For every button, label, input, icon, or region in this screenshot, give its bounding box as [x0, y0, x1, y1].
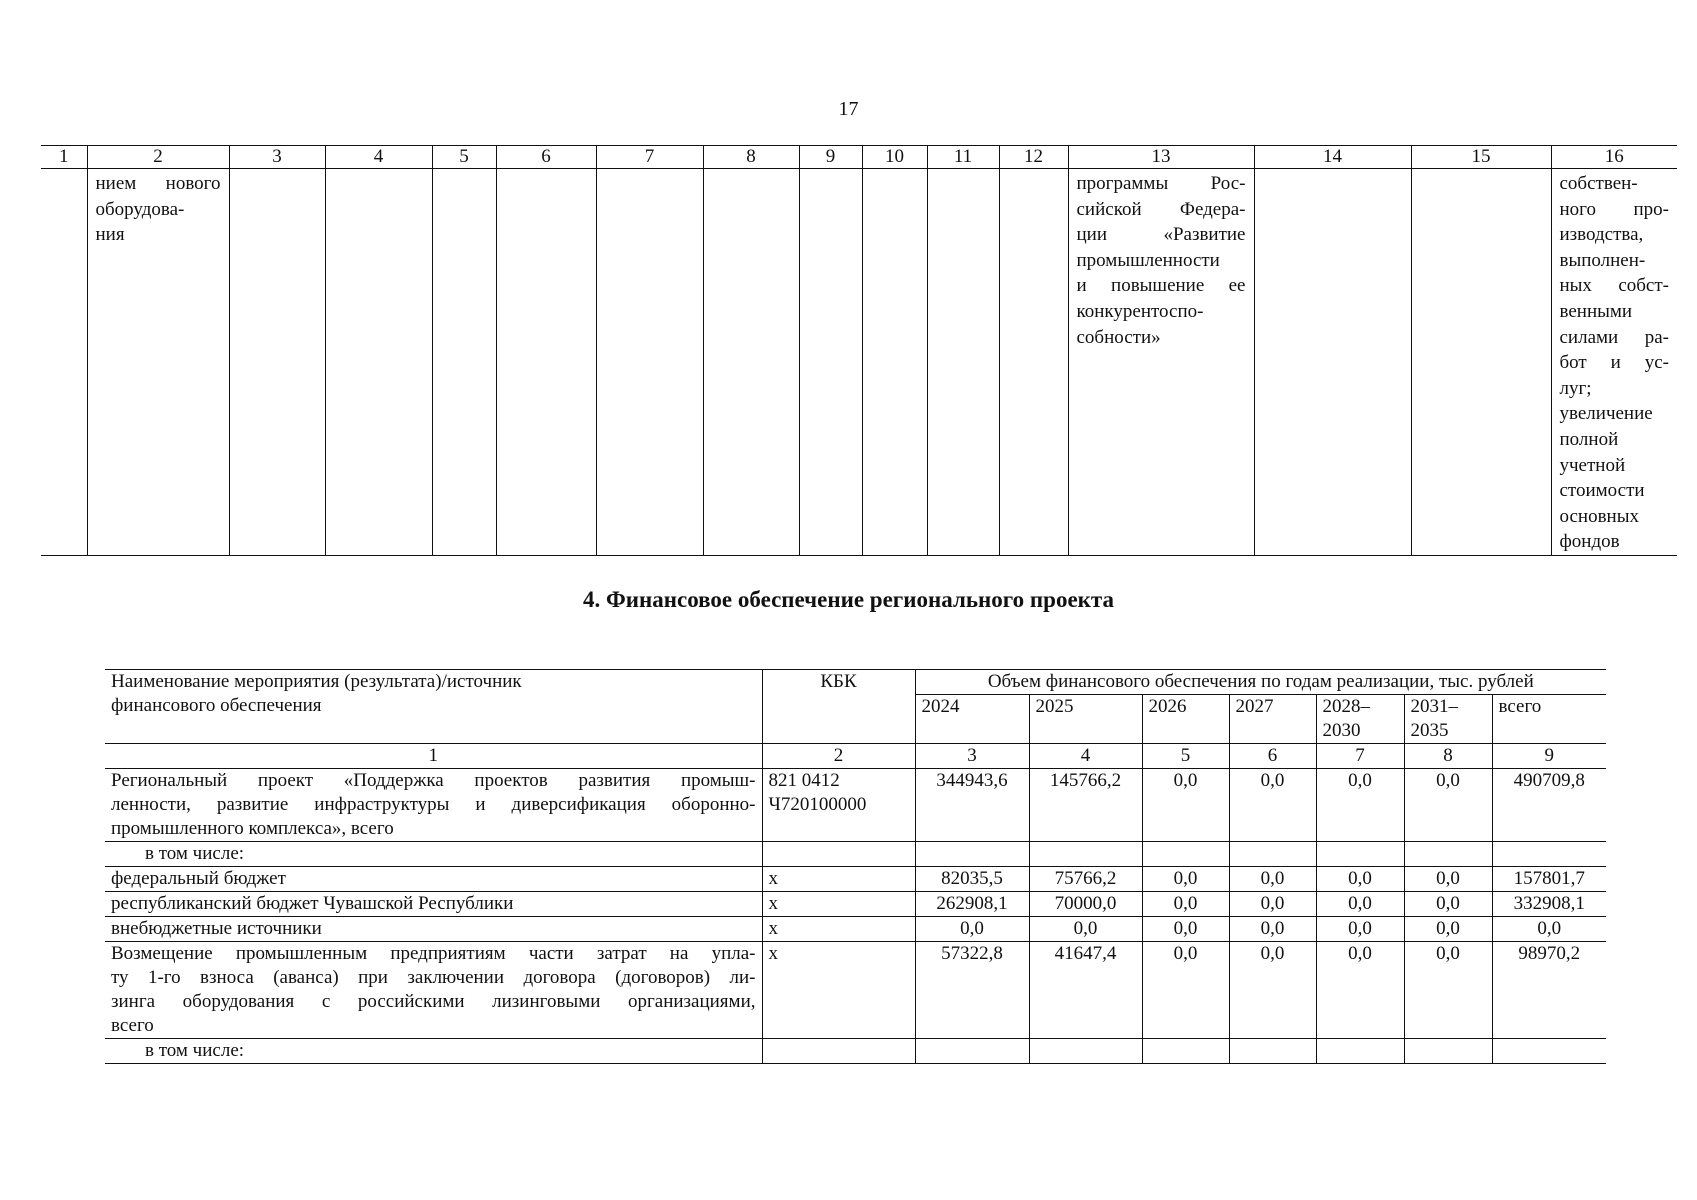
row-value: 262908,1: [915, 892, 1029, 917]
row-value: 332908,1: [1492, 892, 1606, 917]
row-value: 0,0: [1142, 892, 1229, 917]
row-value: 57322,8: [915, 942, 1029, 1039]
row-value: 41647,4: [1029, 942, 1142, 1039]
column-number: 2: [87, 146, 229, 169]
section-title: 4. Финансовое обеспечение регионального проекта: [583, 587, 1114, 612]
kbk-line: х: [768, 918, 778, 939]
cell-line: изводства,: [1559, 224, 1644, 246]
kbk-line: Ч720100000: [768, 794, 867, 815]
table-row: [105, 1039, 1606, 1064]
cell-line: конкурентоспо-: [1076, 300, 1204, 322]
year-header: [1316, 695, 1404, 744]
year-header: [915, 695, 1029, 744]
cell-line: венными: [1559, 300, 1633, 322]
row-name-line: ленности, развитие инфраструктуры и диверсификация оборонно-: [111, 794, 756, 815]
column-number: 4: [1029, 744, 1142, 769]
column-number: 15: [1411, 146, 1551, 169]
column-number: 13: [1068, 146, 1254, 169]
column-number: 7: [1316, 744, 1404, 769]
row-value: [1404, 1039, 1492, 1064]
table-header-row: [41, 146, 1677, 169]
row-value: [915, 1039, 1029, 1064]
cell-line: промышленности: [1076, 249, 1220, 271]
row-value: [1142, 1039, 1229, 1064]
column-number: 14: [1254, 146, 1411, 169]
header-name-line: Наименование мероприятия (результата)/источник: [111, 671, 522, 692]
kbk-line: х: [768, 943, 778, 964]
row-name: [105, 867, 762, 892]
row-name: [105, 942, 762, 1039]
column-number: 8: [703, 146, 799, 169]
row-kbk: [762, 1039, 915, 1064]
row-value: 0,0: [1229, 917, 1316, 942]
cell-line: ния: [95, 224, 125, 246]
cell-line: луг;: [1559, 377, 1592, 399]
cell-line: основных: [1559, 505, 1639, 527]
financing-table: [105, 669, 1606, 1064]
row-value: 70000,0: [1029, 892, 1142, 917]
cell-line: фондов: [1559, 531, 1620, 553]
table-cell-col2: [87, 169, 229, 556]
row-value: 75766,2: [1029, 867, 1142, 892]
table-row: [105, 769, 1606, 842]
cell-line: и повышение ее: [1076, 275, 1246, 297]
row-name-line: Региональный проект «Поддержка проектов развития промыш-: [111, 770, 756, 791]
year-line: 2028–: [1322, 696, 1370, 717]
row-value: [1492, 842, 1606, 867]
column-number: 3: [229, 146, 325, 169]
header-name-line: финансового обеспечения: [111, 695, 322, 716]
table-row: [105, 942, 1606, 1039]
year-line: 2035: [1410, 720, 1449, 741]
row-value: 157801,7: [1492, 867, 1606, 892]
cell-line: собности»: [1076, 326, 1161, 348]
year-line: 2024: [921, 696, 960, 717]
row-value: 0,0: [1404, 867, 1492, 892]
year-line: 2025: [1035, 696, 1074, 717]
cell-line: силами ра-: [1559, 326, 1669, 348]
cell-line: стоимости: [1559, 480, 1645, 502]
column-number: 9: [1492, 744, 1606, 769]
column-number: 9: [799, 146, 862, 169]
column-number: 6: [1229, 744, 1316, 769]
row-value: 98970,2: [1492, 942, 1606, 1039]
row-value: 0,0: [1316, 917, 1404, 942]
year-header: [1142, 695, 1229, 744]
table-cell: [41, 169, 87, 556]
cell-line: ции «Развитие: [1076, 224, 1246, 246]
row-value: 0,0: [1404, 892, 1492, 917]
table-row: [105, 842, 1606, 867]
row-name-line: Возмещение промышленным предприятиям части затрат на упла-: [111, 943, 756, 964]
row-kbk: [762, 769, 915, 842]
table-row: [105, 867, 1606, 892]
row-value: [1316, 1039, 1404, 1064]
column-number: 3: [915, 744, 1029, 769]
row-value: 0,0: [1492, 917, 1606, 942]
table-row: [105, 892, 1606, 917]
cell-line: бот и ус-: [1559, 352, 1669, 374]
row-value: [1029, 842, 1142, 867]
row-value: 0,0: [1142, 867, 1229, 892]
row-value: [1229, 1039, 1316, 1064]
row-kbk: [762, 942, 915, 1039]
row-value: [1404, 842, 1492, 867]
table-cell: [1411, 169, 1551, 556]
column-number: 1: [105, 744, 762, 769]
row-value: [1492, 1039, 1606, 1064]
row-value: 0,0: [1229, 769, 1316, 842]
row-name: [105, 769, 762, 842]
row-name-line: в том числе:: [145, 843, 245, 864]
column-number: 5: [432, 146, 496, 169]
table-cell: [999, 169, 1068, 556]
column-number: 2: [762, 744, 915, 769]
table-cell: [496, 169, 596, 556]
column-number: 6: [496, 146, 596, 169]
cell-line: ного про-: [1559, 198, 1669, 220]
row-kbk: [762, 867, 915, 892]
column-number: 7: [596, 146, 703, 169]
row-value: 0,0: [1142, 917, 1229, 942]
row-value: [1229, 842, 1316, 867]
table-row: [41, 169, 1677, 556]
row-name-line: промышленного комплекса», всего: [111, 818, 394, 839]
row-name-line: федеральный бюджет: [111, 868, 286, 889]
year-header: [1029, 695, 1142, 744]
kbk-line: 821 0412: [768, 770, 840, 791]
row-value: [1029, 1039, 1142, 1064]
row-value: 82035,5: [915, 867, 1029, 892]
row-name-line: в том числе:: [145, 1040, 245, 1061]
page-number: 17: [838, 98, 859, 120]
row-value: 0,0: [915, 917, 1029, 942]
header-name-column: [105, 670, 762, 744]
cell-line: программы Рос-: [1076, 173, 1246, 194]
table-cell: [596, 169, 703, 556]
row-name-line: внебюджетные источники: [111, 918, 322, 939]
table-cell: [1254, 169, 1411, 556]
column-number: 10: [862, 146, 927, 169]
cell-line: учетной: [1559, 454, 1626, 476]
row-name: [105, 842, 762, 867]
cell-line: полной: [1559, 428, 1619, 450]
row-value: 0,0: [1404, 769, 1492, 842]
row-name: [105, 892, 762, 917]
row-value: 0,0: [1404, 917, 1492, 942]
table-cell-col16: [1551, 169, 1677, 556]
row-value: [915, 842, 1029, 867]
column-number: 8: [1404, 744, 1492, 769]
table-cell: [703, 169, 799, 556]
row-value: 0,0: [1229, 867, 1316, 892]
cell-line: сийской Федера-: [1076, 198, 1246, 220]
kbk-line: х: [768, 868, 778, 889]
row-value: 0,0: [1316, 892, 1404, 917]
row-value: 344943,6: [915, 769, 1029, 842]
cell-line: увеличение: [1559, 403, 1653, 425]
row-value: 0,0: [1142, 942, 1229, 1039]
year-line: 2030: [1322, 720, 1361, 741]
row-name: [105, 917, 762, 942]
column-number: 16: [1551, 146, 1677, 169]
table-cell: [325, 169, 432, 556]
table-cell-col13: [1068, 169, 1254, 556]
row-kbk: [762, 917, 915, 942]
row-name-line: зинга оборудования с российскими лизинговыми организациями,: [111, 991, 756, 1012]
row-value: 0,0: [1142, 769, 1229, 842]
row-value: [1316, 842, 1404, 867]
column-number: 12: [999, 146, 1068, 169]
cell-line: нием нового: [95, 173, 221, 194]
column-number: 4: [325, 146, 432, 169]
row-name-line: ту 1-го взноса (аванса) при заключении договора (договоров) ли-: [111, 967, 756, 988]
row-name: [105, 1039, 762, 1064]
row-value: 0,0: [1404, 942, 1492, 1039]
kbk-line: х: [768, 893, 778, 914]
table-cell: [432, 169, 496, 556]
header-volume: Объем финансового обеспечения по годам реализации, тыс. рублей: [915, 670, 1606, 695]
table-cell: [927, 169, 999, 556]
column-number: 11: [927, 146, 999, 169]
row-value: 490709,8: [1492, 769, 1606, 842]
cell-line: ных собст-: [1559, 275, 1669, 297]
cell-line: выполнен-: [1559, 249, 1646, 271]
row-value: 0,0: [1316, 942, 1404, 1039]
row-value: 0,0: [1316, 769, 1404, 842]
table-cell: [799, 169, 862, 556]
year-line: 2027: [1235, 696, 1274, 717]
table-row: [105, 917, 1606, 942]
row-name-line: республиканский бюджет Чувашской Республики: [111, 893, 514, 914]
year-header: [1404, 695, 1492, 744]
year-line: 2026: [1148, 696, 1187, 717]
cell-line: собствен-: [1559, 173, 1638, 194]
column-number: 1: [41, 146, 87, 169]
year-header: [1492, 695, 1606, 744]
cell-line: оборудова-: [95, 198, 185, 220]
year-line: всего: [1498, 696, 1542, 717]
header-kbk: КБК: [762, 670, 915, 744]
year-line: 2031–: [1410, 696, 1458, 717]
year-header: [1229, 695, 1316, 744]
row-value: 0,0: [1029, 917, 1142, 942]
continuation-table: [41, 145, 1677, 556]
table-cell: [229, 169, 325, 556]
row-value: 0,0: [1229, 942, 1316, 1039]
table-cell: [862, 169, 927, 556]
row-kbk: [762, 842, 915, 867]
row-value: [1142, 842, 1229, 867]
row-value: 0,0: [1229, 892, 1316, 917]
row-value: 145766,2: [1029, 769, 1142, 842]
row-kbk: [762, 892, 915, 917]
header-numbers-row: [105, 744, 1606, 769]
row-value: 0,0: [1316, 867, 1404, 892]
column-number: 5: [1142, 744, 1229, 769]
row-name-line: всего: [111, 1015, 154, 1036]
